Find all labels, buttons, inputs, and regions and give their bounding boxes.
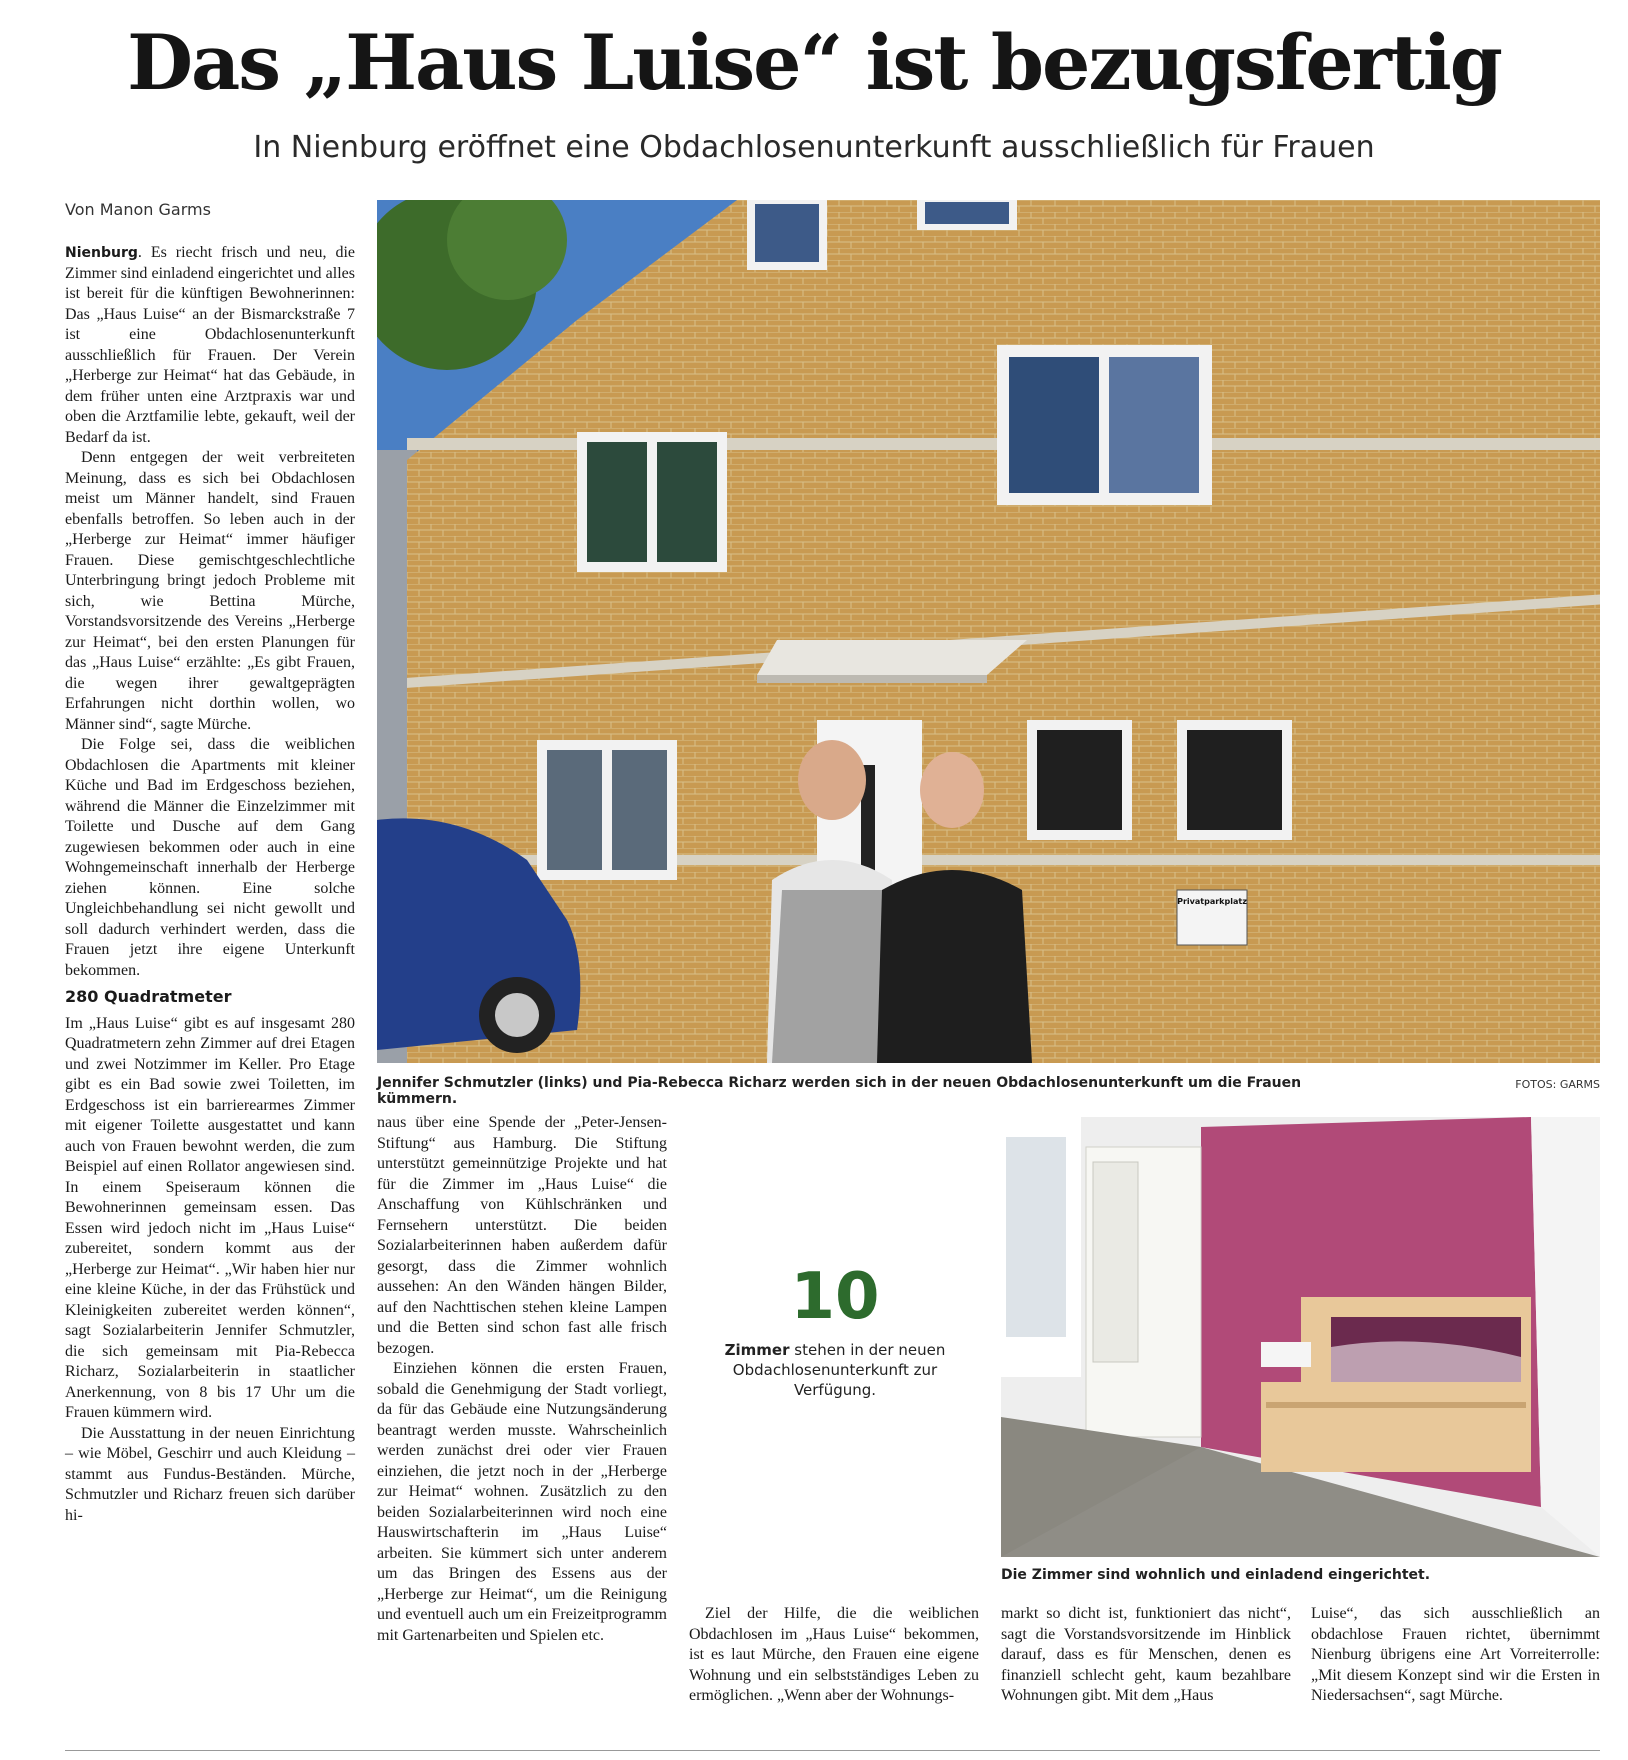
article-column-2 <box>377 1113 667 1646</box>
building-photo-illustration <box>377 200 1600 1063</box>
article-column-4 <box>1001 1604 1291 1707</box>
stat-number: 10 <box>790 1260 880 1334</box>
paragraph: Ziel der Hilfe, die die weiblichen Obdachlosen im „Haus Luise“ bekommen, ist es laut Mürche, den Frauen eine eigene Wohnung und ein selbstständiges Leben zu ermöglichen. „Wenn aber der Wohnungs- <box>689 1605 979 1704</box>
stat-text <box>690 1340 980 1400</box>
paragraph <box>65 243 355 448</box>
bottom-rule <box>65 1750 1600 1751</box>
subheadline: In Nienburg eröffnet eine Obdachlosenunterkunft ausschließlich für Frauen <box>253 130 1375 165</box>
section-subhead: 280 Quadratmeter <box>65 987 232 1006</box>
room-photo-caption: Die Zimmer sind wohnlich und einladend eingerichtet. <box>1001 1567 1431 1583</box>
headline: Das „Haus Luise“ ist bezugsfertig <box>127 18 1501 107</box>
paragraph: naus über eine Spende der „Peter-Jensen-Stiftung“ aus Hamburg. Die Stiftung unterstützt gemeinnützige Projekte und hat für die Zimmer im „Haus Luise“ die Anschaffung von Kühlschränken und Fernsehern unterstützt. Die beiden Sozialarbeiterinnen haben außerdem dafür gesorgt, dass die Zimmer wohnlich aussehen: An den Wänden hängen Bilder, auf den Nachttischen stehen kleine Lampen und die Betten sind schon fast alle frisch bezogen. <box>377 1114 667 1357</box>
dateline: Nienburg <box>65 245 138 261</box>
paragraph: Im „Haus Luise“ gibt es auf insgesamt 280 Quadratmetern zehn Zimmer auf drei Etagen und zwei Notzimmer im Keller. Pro Etage gibt es ein Bad sowie zwei Toiletten, im Erdgeschoss ist ein barrierearmes Zimmer mit eigener Toilette ausgestattet und kann auch von Frauen bewohnt werden, die zum Beispiel auf einen Rollator angewiesen sind. In einem Speiseraum können die Bewohnerinnen gemeinsam essen. Das Essen wird jedoch nicht im „Haus Luise“ zubereitet, sondern kommt aus der „Herberge zur Heimat“. „Wir haben hier nur eine kleine Küche, in der das Frühstück und Kleinigkeiten zubereitet werden können“, sagt Sozialarbeiterin Jennifer Schmutzler, die sich gemeinsam mit Pia-Rebecca Richarz, Sozialarbeiterin in staatlicher Anerkennung, von 8 bis 17 Uhr um die Frauen kümmern wird. <box>65 1014 355 1421</box>
article-column-5 <box>1311 1604 1600 1707</box>
paragraph: Denn entgegen der weit verbreiteten Meinung, dass es sich bei Obdachlosen meist um Männer handelt, sind Frauen ebenfalls betroffen. So leben auch in der „Herberge zur Heimat“ immer häufiger Frauen. Diese gemischtgeschlechtliche Unterbringung bringt jedoch Probleme mit sich, wie Bettina Mürche, Vorstandsvorsitzende des Vereins „Herberge zur Heimat“, bei den ersten Planungen für das „Haus Luise“ erzählte: „Es gibt Frauen, die wegen ihrer gewaltgeprägten Erfahrungen nicht dorthin wollen, wo Männer sind“, sagte Mürche. <box>65 449 355 733</box>
room-photo <box>1001 1117 1600 1557</box>
paragraph: Luise“, das sich ausschließlich an obdachlose Frauen richtet, übernimmt Nienburg übrigens eine Art Vorreiterrolle: „Mit diesem Konzept sind wir die Ersten in Niedersachsen“, sagt Mürche. <box>1311 1605 1600 1704</box>
main-photo <box>377 200 1600 1063</box>
article-column-3 <box>689 1604 979 1707</box>
stat-bold: Zimmer <box>724 1341 790 1359</box>
paragraph: Die Ausstattung in der neuen Einrichtung – wie Möbel, Geschirr und auch Kleidung – stammt aus Fundus-Beständen. Mürche, Schmutzler und Richarz freuen sich darüber hi- <box>65 1424 355 1524</box>
article-column-1 <box>65 243 355 1526</box>
paragraph: markt so dicht ist, funktioniert das nicht“, sagt die Vorstandsvorsitzende im Hinblick darauf, dass es für Menschen, denen es finanziell schlecht geht, kaum bezahlbare Wohnungen gibt. Mit dem „Haus <box>1001 1605 1291 1704</box>
main-photo-caption: Jennifer Schmutzler (links) und Pia-Rebecca Richarz werden sich in der neuen Obdachlosenunterkunft um die Frauen kümmern. <box>377 1075 1302 1107</box>
byline: Von Manon Garms <box>65 200 211 219</box>
photo-credit: FOTOS: GARMS <box>1515 1078 1600 1091</box>
paragraph: Einziehen können die ersten Frauen, sobald die Genehmigung der Stadt vorliegt, da für das Gebäude eine Nutzungsänderung beantragt werden musste. Wahrscheinlich werden zunächst drei oder vier Frauen einziehen, die jetzt noch in der „Herberge zur Heimat“ wohnen. Zusätzlich zu den beiden Sozialarbeiterinnen wird noch eine Hauswirtschafterin im „Haus Luise“ arbeiten. Sie kümmert sich unter anderem um das Bringen des Essens aus der „Herberge zur Heimat“, um die Reinigung und eventuell auch um ein Freizeitprogramm mit Gartenarbeiten und Spielen etc. <box>377 1360 667 1644</box>
room-photo-illustration <box>1001 1117 1600 1557</box>
paragraph-text: . Es riecht frisch und neu, die Zimmer sind einladend eingerichtet und alles ist bereit für die künftigen Bewohnerinnen: Das „Haus Luise“ an der Bismarckstraße 7 ist eine Obdachlosenunterkunft ausschließlich für Frauen. Der Verein „Herberge zur Heimat“ hat das Gebäude, in dem früher unten eine Arztpraxis war und oben die Arztfamilie lebte, gekauft, weil der Bedarf da ist. <box>65 244 355 446</box>
paragraph: Die Folge sei, dass die weiblichen Obdachlosen die Apartments mit kleiner Küche und Bad im Erdgeschoss beziehen, während die Männer die Einzelzimmer mit Toilette und Dusche auf dem Gang zugewiesen bekommen oder auch in eine Wohngemeinschaft innerhalb der Herberge ziehen können. Eine solche Ungleichbehandlung sei nicht gewollt und soll dadurch verhindert werden, dass die Frauen jetzt ihre eigene Unterkunft bekommen. <box>65 736 355 979</box>
stat-description: stehen in der neuen Obdachlosenunterkunft zur Verfügung. <box>732 1341 946 1399</box>
parking-sign-text: Privatparkplatz <box>1177 897 1247 906</box>
